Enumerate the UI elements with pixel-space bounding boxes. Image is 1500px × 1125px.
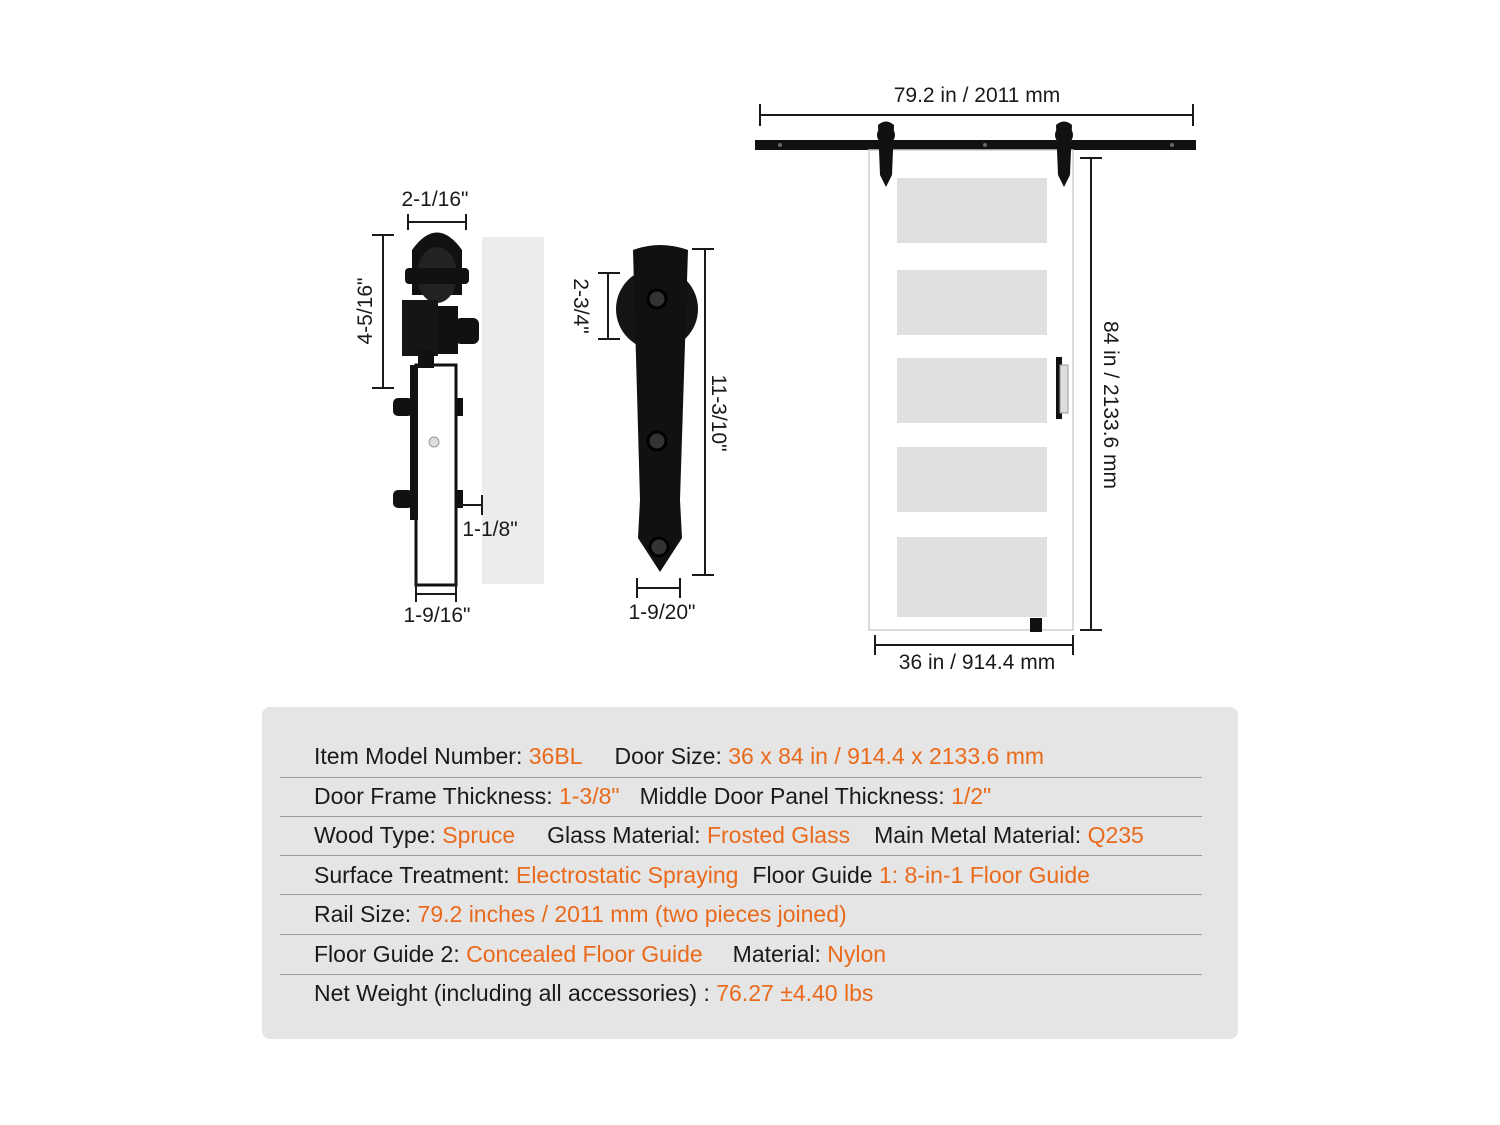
dim-door-gap: 1-1/8" — [462, 518, 518, 541]
spec-value: Spruce — [442, 822, 516, 848]
spec-label: Floor Guide 2: — [314, 941, 467, 967]
spec-label: Floor Guide — [752, 862, 879, 888]
spec-row-model — [314, 739, 1044, 773]
spec-value: 1/2" — [951, 783, 992, 809]
spec-label: Glass Material: — [547, 822, 707, 848]
spec-label: Middle Door Panel Thickness: — [639, 783, 952, 809]
dim-hanger-bottom-width: 1-9/20" — [628, 601, 696, 624]
row-divider — [280, 974, 1202, 975]
dim-rail-length: 79.2 in / 2011 mm — [893, 84, 1061, 107]
spec-label: Rail Size: — [314, 901, 418, 927]
spec-value: Frosted Glass — [706, 822, 851, 848]
dim-bracket-top-width: 2-1/16" — [401, 188, 469, 211]
spec-value: 36 x 84 in / 914.4 x 2133.6 mm — [728, 743, 1045, 769]
spec-row-materials — [314, 818, 1144, 852]
dim-bracket-height: 4-5/16" — [354, 277, 377, 345]
spec-value: Concealed Floor Guide — [466, 941, 703, 967]
spec-label: Material: — [732, 941, 828, 967]
row-divider — [280, 816, 1202, 817]
dim-bracket-bottom-width: 1-9/16" — [403, 604, 471, 627]
spec-row-thickness — [314, 779, 991, 813]
dim-door-width: 36 in / 914.4 mm — [898, 651, 1056, 674]
spec-value: Q235 — [1087, 822, 1144, 848]
spec-value: Electrostatic Spraying — [515, 862, 739, 888]
spec-label: Surface Treatment: — [314, 862, 516, 888]
row-divider — [280, 934, 1202, 935]
row-divider — [280, 777, 1202, 778]
spec-value: 1: 8-in-1 Floor Guide — [878, 862, 1090, 888]
dim-hanger-wheel: 2-3/4" — [569, 278, 592, 334]
spec-label: Net Weight (including all accessories) : — [314, 980, 717, 1006]
spec-label: Item Model Number: — [314, 743, 529, 769]
spec-label: Door Size: — [614, 743, 729, 769]
spec-value: Nylon — [827, 941, 887, 967]
spec-value: 76.27 ±4.40 lbs — [716, 980, 874, 1006]
spec-label: Wood Type: — [314, 822, 443, 848]
dim-door-height: 84 in / 2133.6 mm — [1099, 320, 1122, 490]
spec-value: 36BL — [528, 743, 583, 769]
spec-label: Door Frame Thickness: — [314, 783, 559, 809]
front-view-hanger — [616, 245, 698, 572]
door-assembly — [755, 122, 1196, 633]
spec-value: 1-3/8" — [558, 783, 620, 809]
spec-label: Main Metal Material: — [874, 822, 1088, 848]
spec-row-rail — [314, 897, 847, 931]
row-divider — [280, 894, 1202, 895]
spec-value: 79.2 inches / 2011 mm (two pieces joined) — [417, 901, 847, 927]
row-divider — [280, 855, 1202, 856]
spec-row-floor-guide — [314, 937, 886, 971]
spec-row-weight — [314, 976, 873, 1010]
dim-hanger-length: 11-3/10" — [707, 374, 730, 452]
spec-row-surface — [314, 858, 1090, 892]
